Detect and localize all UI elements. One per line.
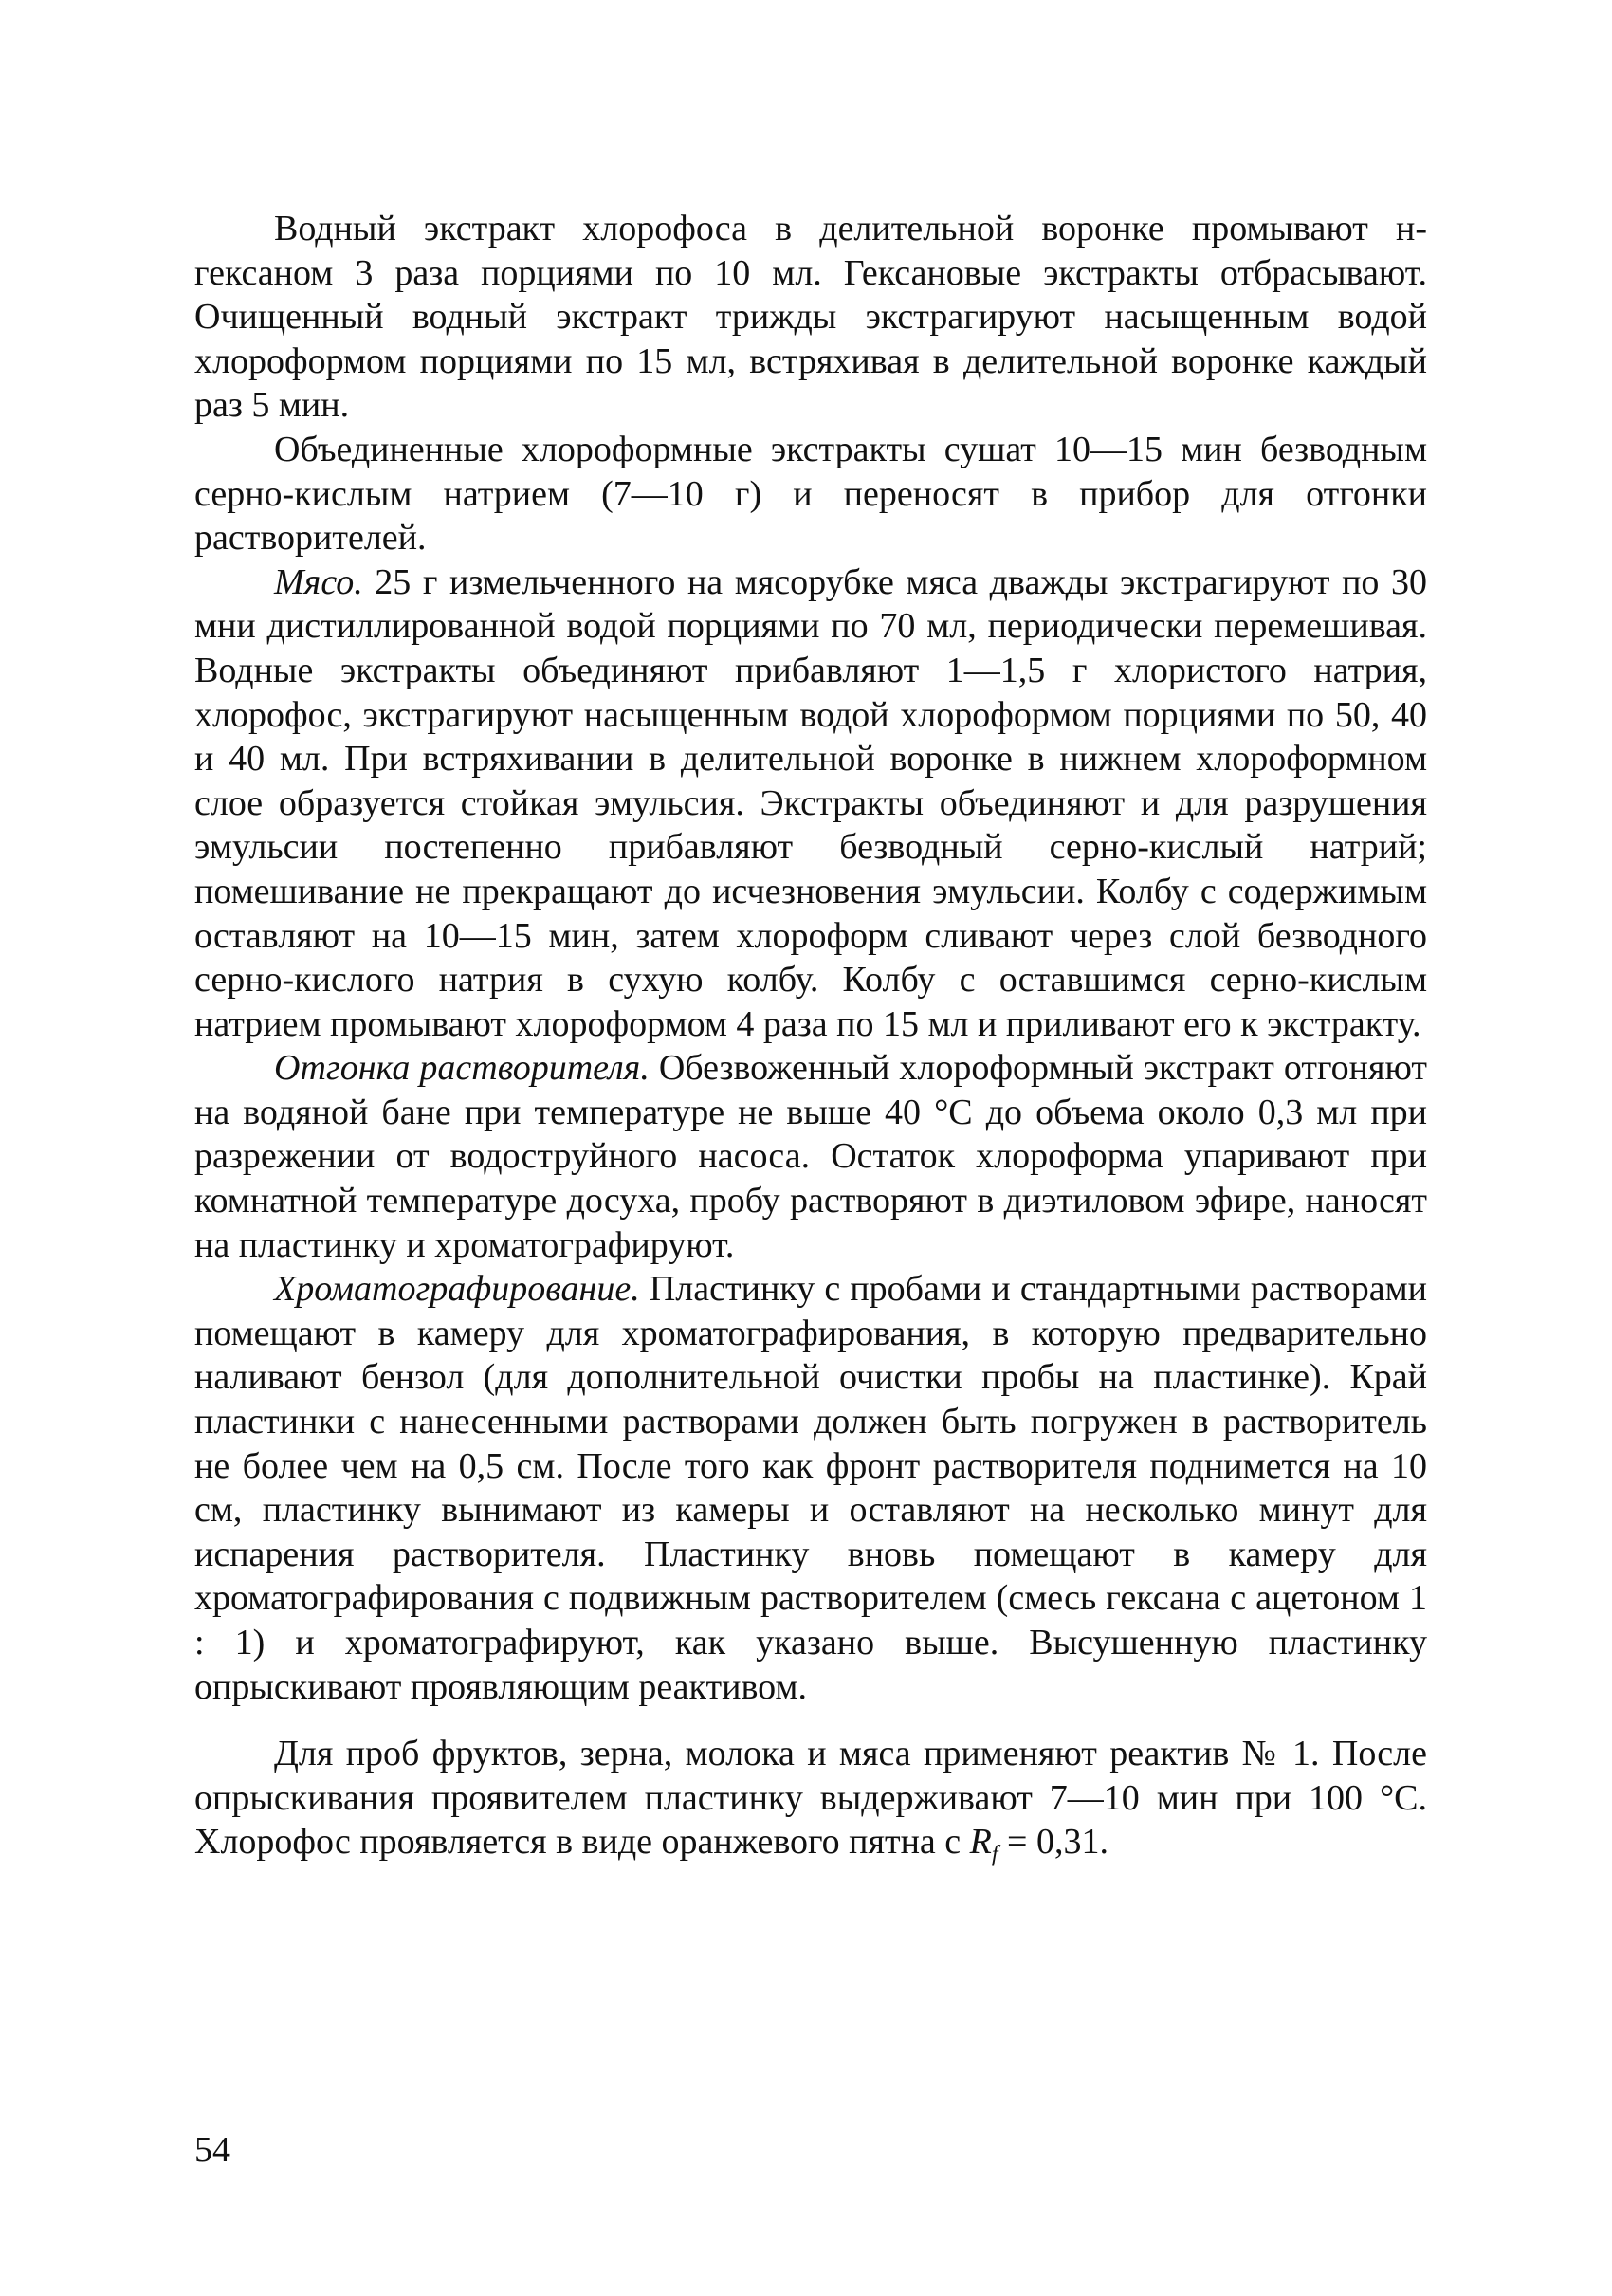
paragraph-chromatography	[194, 1267, 1427, 1709]
paragraph-drying	[194, 428, 1427, 560]
paragraph-hexane-wash	[194, 207, 1427, 428]
section-heading-meat: Мясо.	[274, 561, 363, 602]
paragraph-text: Для проб фруктов, зерна, молока и мяса применяют реактив № 1. После опрыскивания проявителем пластинку выдерживают 7—10 мин при 100 °С. Хлорофос проявляется в виде оранжевого пятна с	[194, 1734, 1427, 1863]
paragraph-text: Объединенные хлороформные экстракты сушат 10—15 мин безводным серно-кислым натрием (7—10 г) и переносят в прибор для отгонки растворителей.	[194, 429, 1427, 559]
section-heading-solvent-distillation: Отгонка растворителя.	[274, 1048, 650, 1089]
paragraph-reagent	[194, 1732, 1427, 1867]
rf-subscript: f	[991, 1842, 998, 1867]
paragraph-text: Пластинку с пробами и стандартными растворами помещают в камеру для хроматографирования, в которую предварительно наливают бензол (для дополнительной очистки пробы на пластинке). Край пластинки с нанесенными растворами должен быть погружен в растворитель не более чем на 0,5 см. После того как фронт растворителя поднимется на 10 см, пластинку вынимают из камеры и оставляют на несколько минут для испарения растворителя. Пластинку вновь помещают в камеру для хроматографирования с подвижным растворителем (смесь гексана с ацетоном 1 : 1) и хроматографируют, как указано выше. Высушенную пластинку опрыскивают проявляющим реактивом.	[194, 1269, 1427, 1707]
paragraph-text: = 0,31.	[998, 1822, 1108, 1863]
rf-symbol: R	[969, 1822, 992, 1863]
paragraph-text: Обезвоженный хлороформный экстракт отгоняют на водяной бане при температуре не выше 40 °С до объема около 0,3 мл при разрежении от водоструйного насоса. Остаток хлороформа упаривают при комнатной температуре досуха, пробу растворяют в диэтиловом эфире, наносят на пластинку и хроматографируют.	[194, 1048, 1427, 1265]
page-body	[194, 207, 1427, 1867]
paragraph-text: 25 г измельченного на мясорубке мяса дважды экстрагируют по 30 мни дистиллированной водой порциями по 70 мл, периодически перемешивая. Водные экстракты объединяют прибавляют 1—1,5 г хлористого натрия, хлорофос, экстрагируют насыщенным водой хлороформом порциями по 50, 40 и 40 мл. При встряхивании в делительной воронке в нижнем хлороформном слое образуется стойкая эмульсия. Экстракты объединяют и для разрушения эмульсии постепенно прибавляют безводный серно-кислый натрий; помешивание не прекращают до исчезновения эмульсии. Колбу с содержимым оставляют на 10—15 мин, затем хлороформ сливают через слой безводного серно-кислого натрия в сухую колбу. Колбу с оставшимся серно-кислым натрием промывают хлороформом 4 раза по 15 мл и приливают его к экстракту.	[194, 561, 1427, 1044]
section-heading-chromatography: Хроматографирование.	[274, 1269, 640, 1310]
paragraph-solvent-distillation	[194, 1046, 1427, 1267]
page-number: 54	[194, 2130, 230, 2170]
paragraph-text: Водный экстракт хлорофоса в делительной воронке промывают н-гексаном 3 раза порциями по 10 мл. Гексановые экстракты отбрасывают. Очищенный водный экстракт трижды экстрагируют насыщенным водой хлороформом порциями по 15 мл, встряхивая в делительной воронке каждый раз 5 мин.	[194, 209, 1427, 426]
paragraph-meat	[194, 560, 1427, 1047]
